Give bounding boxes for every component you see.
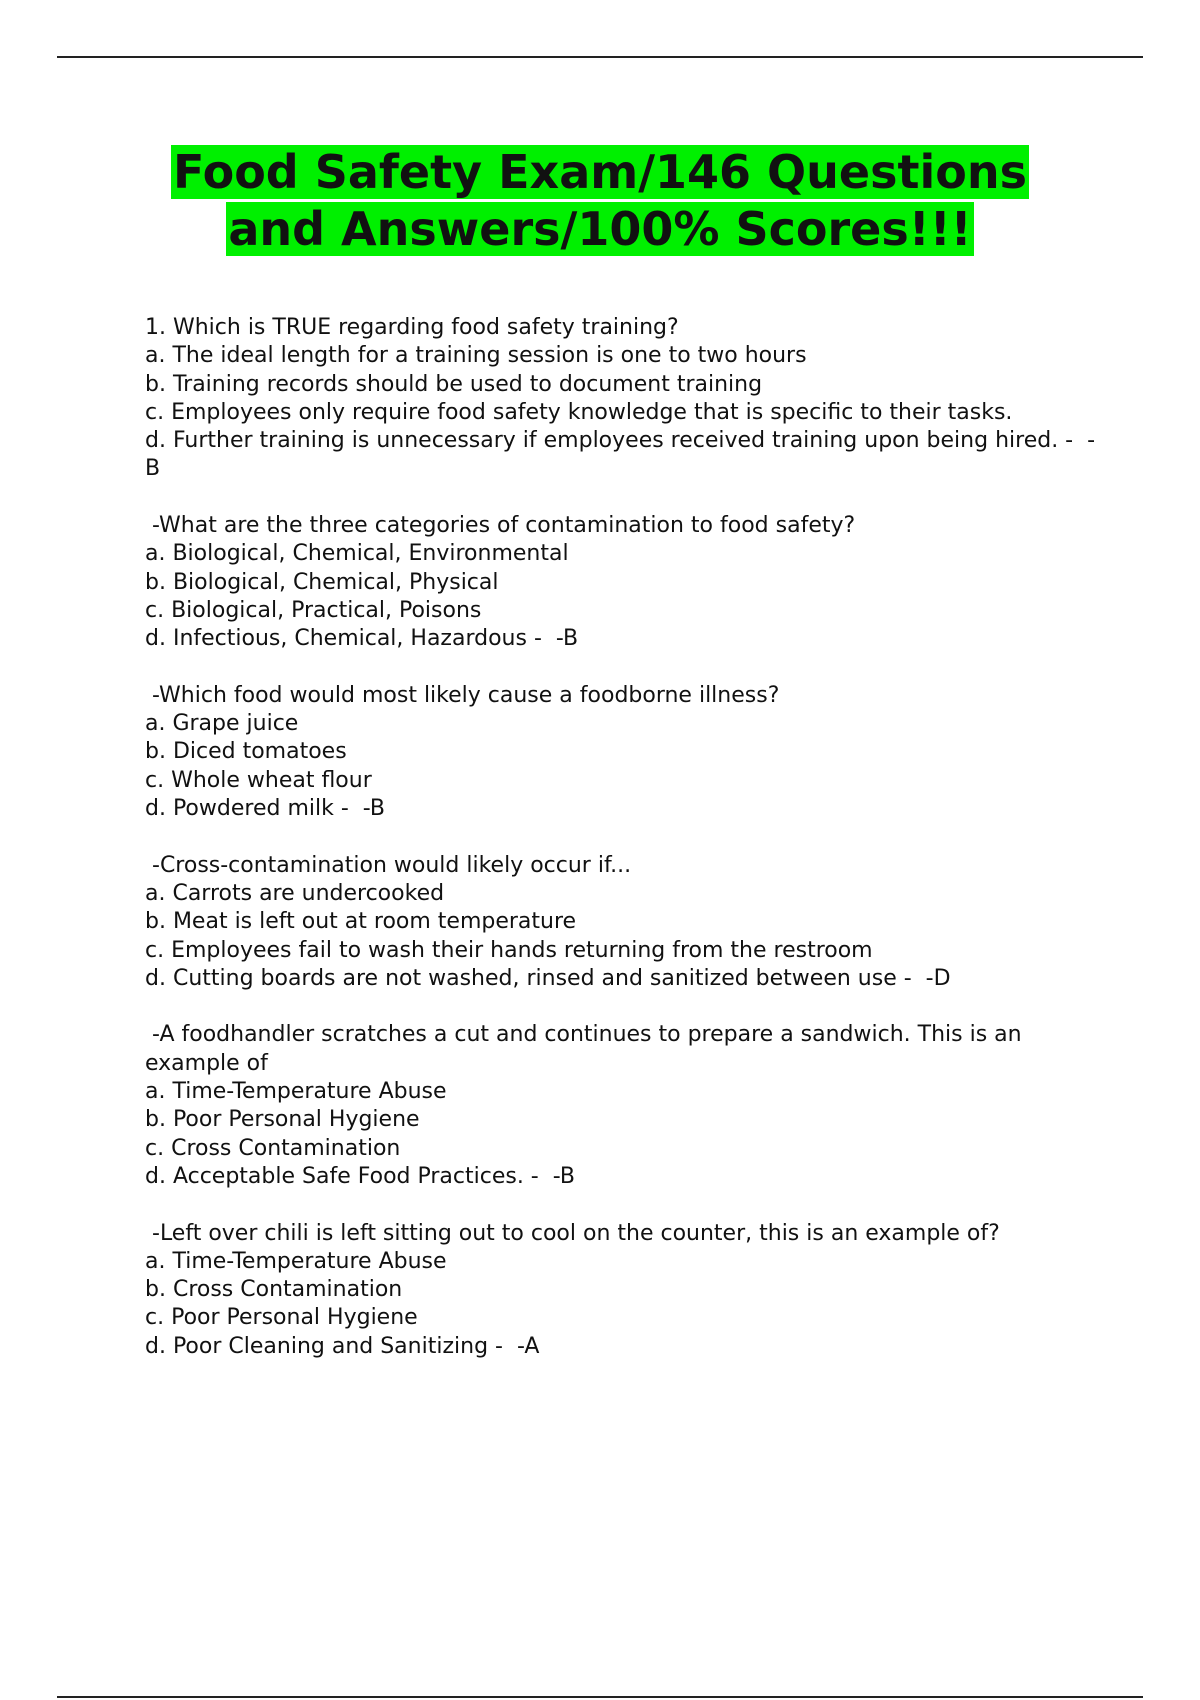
answer-option: d. Further training is unnecessary if employees received training upon being hired. - -B [145, 428, 1096, 482]
answer-option: c. Employees fail to wash their hands returning from the restroom [145, 937, 873, 963]
answer-option: c. Whole wheat flour [145, 767, 372, 793]
question-block-6 [145, 1220, 1105, 1361]
answer-option: a. Biological, Chemical, Environmental [145, 541, 569, 567]
answer-option: d. Cutting boards are not washed, rinsed and sanitized between use - -D [145, 965, 951, 991]
answer-option: a. Grape juice [145, 711, 299, 737]
document-title [0, 144, 1200, 258]
question-text: -What are the three categories of contamination to food safety? [145, 513, 856, 539]
answer-option: b. Biological, Chemical, Physical [145, 569, 499, 595]
question-text: -Cross-contamination would likely occur if... [145, 852, 632, 878]
answer-option: b. Diced tomatoes [145, 739, 347, 765]
answer-option: d. Poor Cleaning and Sanitizing - -A [145, 1333, 540, 1359]
answer-option: c. Poor Personal Hygiene [145, 1305, 418, 1331]
answer-option: c. Biological, Practical, Poisons [145, 597, 482, 623]
answer-option: b. Training records should be used to document training [145, 371, 763, 397]
answer-option: a. Time-Temperature Abuse [145, 1079, 447, 1105]
answer-option: b. Poor Personal Hygiene [145, 1107, 420, 1133]
bottom-rule [57, 1696, 1143, 1698]
question-text: 1. Which is TRUE regarding food safety training? [145, 315, 679, 340]
question-block-2 [145, 512, 1105, 653]
answer-option: a. Carrots are undercooked [145, 880, 445, 906]
answer-option: b. Cross Contamination [145, 1277, 403, 1303]
title-line-2: and Answers/100% Scores!!! [228, 202, 972, 256]
answer-option: d. Powdered milk - -B [145, 796, 386, 822]
title-line-1: Food Safety Exam/146 Questions [173, 145, 1027, 199]
answer-option: a. The ideal length for a training session is one to two hours [145, 343, 807, 369]
answer-option: d. Acceptable Safe Food Practices. - -B [145, 1163, 575, 1189]
question-text: -A foodhandler scratches a cut and continues to prepare a sandwich. This is an example of [145, 1022, 1029, 1076]
answer-option: a. Time-Temperature Abuse [145, 1248, 447, 1274]
question-block-5 [145, 1021, 1105, 1191]
question-list [145, 314, 1105, 1389]
answer-option: c. Employees only require food safety knowledge that is specific to their tasks. [145, 399, 1013, 425]
question-text: -Which food would most likely cause a foodborne illness? [145, 682, 780, 708]
question-block-1 [145, 314, 1105, 484]
question-block-3 [145, 682, 1105, 823]
answer-option: d. Infectious, Chemical, Hazardous - -B [145, 626, 579, 652]
question-text: -Left over chili is left sitting out to cool on the counter, this is an example of? [145, 1220, 1000, 1246]
question-block-4 [145, 852, 1105, 993]
answer-option: b. Meat is left out at room temperature [145, 909, 577, 935]
answer-option: c. Cross Contamination [145, 1135, 401, 1161]
top-rule [57, 56, 1143, 58]
